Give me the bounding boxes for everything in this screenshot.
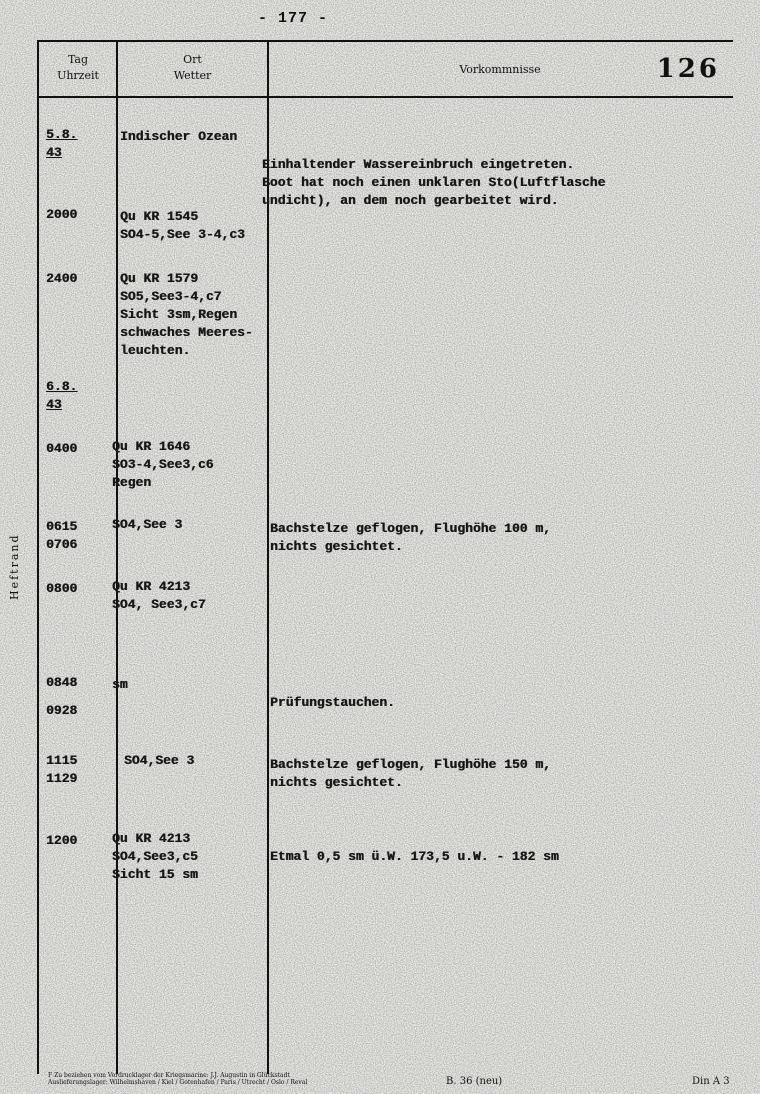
header-ort-wetter [118,52,267,84]
entry-event: Bachstelze geflogen, Flughöhe 100 m, nichts gesichtet. [270,521,551,554]
printer-note: F Zu beziehen vom Vordrucklager der Kriegsmarine: J.J. Augustin in Glückstadt Auslieferungslager: Wilhelmshaven / Kiel / Gotenhafen / Paris / Utrecht / Oslo / Reval [48,1072,308,1086]
entry-place: SO4,See 3 [124,753,195,768]
entry-place: Qu KR 4213 SO4,See3,c5 Sicht 15 sm [112,831,198,882]
page-stamp: - 177 - [258,10,329,27]
entry-time: 0615 0706 [46,519,78,552]
header-divider [38,96,733,98]
entry-time: 0800 [46,581,78,596]
entry-place: Qu KR 1545 SO4-5,See 3-4,c3 [120,209,245,242]
form-code: B. 36 (neu) [446,1076,503,1087]
entry-time: 0928 [46,703,78,718]
entry-place: Qu KR 1646 SO3-4,See3,c6 Regen [112,439,214,490]
column-divider-1 [116,40,118,1074]
entry-event: Bachstelze geflogen, Flughöhe 150 m, nichts gesichtet. [270,757,551,790]
entry-time: 5.8. 43 [46,127,78,160]
header-tag-uhrzeit [40,52,116,84]
entry-place: sm [112,677,128,692]
entry-time: 1200 [46,833,78,848]
entry-time: 6.8. 43 [46,379,78,412]
paper-size: Din A 3 [692,1076,730,1087]
entry-place: SO4,See 3 [112,517,183,532]
side-label-heftrand: Heftrand [8,533,21,600]
entry-event: Etmal 0,5 sm ü.W. 173,5 u.W. - 182 sm [270,849,559,864]
entry-time: 0848 [46,675,78,690]
header-vorkommnisse: Vorkommnisse [459,63,541,76]
entry-place: Indischer Ozean [120,129,238,144]
entry-event: Prüfungstauchen. [270,695,395,710]
header-ort: Ort [183,53,202,66]
header-tag: Tag [67,53,89,66]
header-uhrzeit: Uhrzeit [57,69,99,82]
entry-event: Einhaltender Wassereinbruch eingetreten. Boot hat noch einen unklaren Sto(Luftflasche undicht), an dem noch gearbeitet wird. [262,157,606,208]
entry-time: 0400 [46,441,78,456]
table-top-border [38,40,733,42]
entry-place: Qu KR 1579 SO5,See3-4,c7 Sicht 3sm,Regen schwaches Meeres- leuchten. [120,271,253,358]
table-left-border [37,40,39,1074]
entry-time: 2000 [46,207,78,222]
page-number: 126 [656,54,720,84]
entry-time: 1115 1129 [46,753,78,786]
entry-time: 2400 [46,271,78,286]
header-wetter: Wetter [173,69,212,82]
entry-place: Qu KR 4213 SO4, See3,c7 [112,579,206,612]
